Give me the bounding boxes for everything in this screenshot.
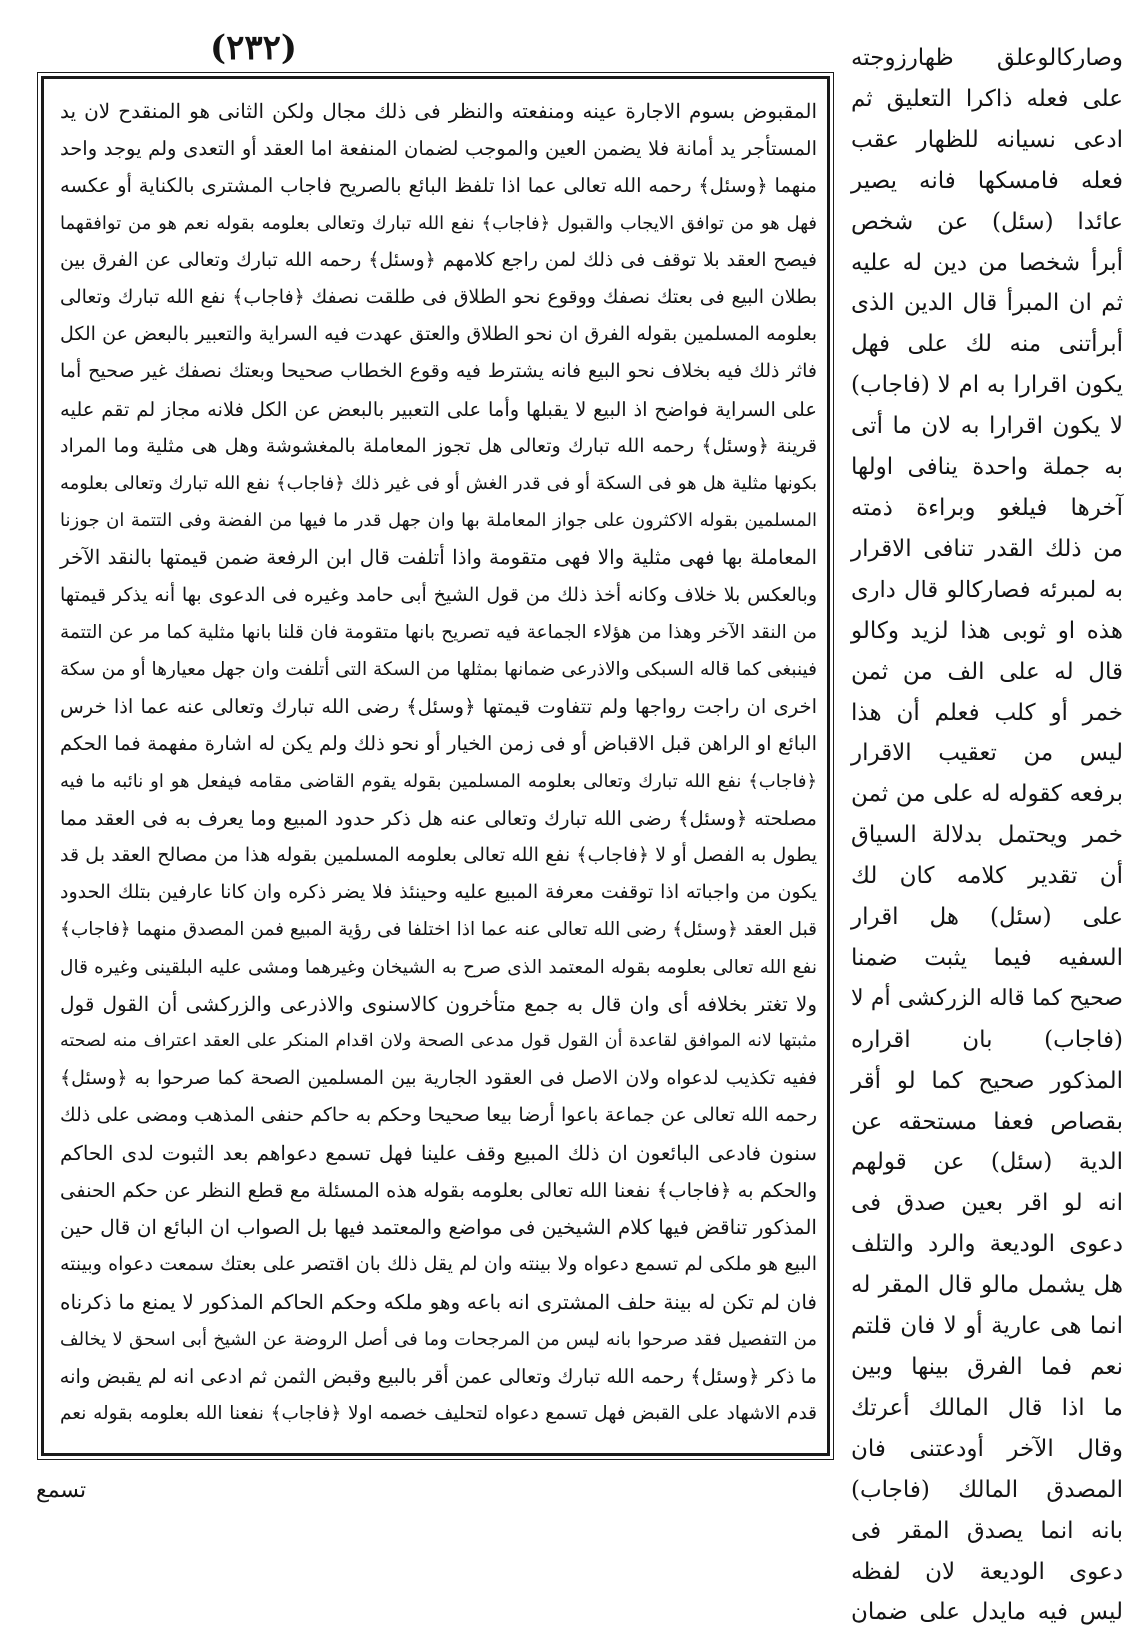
margin-text-line: لا يكون اقرارا به لان ما أتى bbox=[851, 413, 1123, 440]
margin-text-line: خمر ويحتمل بدلالة السياق bbox=[851, 822, 1123, 849]
main-text-line: اخرى ان راجت رواجها ولم تتفاوت قيمتها ﴿وسئل﴾ رضى الله تبارك وتعالى عنه عما اذا خرس bbox=[60, 695, 817, 719]
margin-text-line: الدية (سئل) عن قولهم bbox=[851, 1149, 1123, 1176]
main-text-line: سنون فادعى البائعون ان ذلك المبيع وقف علينا فهل تسمع دعواهم بعد الثبوت لدى الحاكم bbox=[60, 1140, 817, 1165]
main-text-line: يطول به الفصل أو لا ﴿فاجاب﴾ نفع الله تعالى بعلومه المسلمين بقوله هذا من مصالح العقد بل قد bbox=[60, 844, 817, 867]
main-text-line: على السراية فواضح اذ البيع لا يقبلها وأما على التعبير بالبعض عن الكل فلانه مجاز لم تقم عليه bbox=[60, 397, 817, 421]
main-text-line: المعاملة بها فهى مثلية والا فهى متقومة واذا أتلفت قال ابن الرفعة ضمن قيمتها بالنقد الآخر bbox=[60, 545, 817, 570]
main-text-line: نفع الله تعالى بعلومه بقوله المعتمد الذى صرح به الشيخان وغيرهما ومشى عليه البلقينى وغيره قال bbox=[60, 956, 817, 978]
margin-commentary-column bbox=[851, 38, 1123, 1626]
margin-text-line: انه لو اقر بعين صدق فى bbox=[851, 1190, 1123, 1217]
main-text-line: ﴿فاجاب﴾ نفع الله تبارك وتعالى بعلومه المسلمين بقوله يقوم القاضى مقامه فيفعل هو او نائبه ما فيه bbox=[60, 770, 817, 792]
main-text-line: بعلومه المسلمين بقوله الفرق ان نحو الطلاق والعتق عهدت فيه السراية والتعبير بالبعض عن الكل bbox=[60, 323, 817, 346]
margin-text-line: ليس من تعقيب الاقرار bbox=[851, 740, 1123, 767]
main-text-line: مصلحته ﴿وسئل﴾ رضى الله تبارك وتعالى عنه هل ذكر حدود المبيع وما يعرف به فى العقد مما bbox=[60, 806, 817, 830]
margin-text-line: نعم فما الفرق بينها وبين bbox=[851, 1354, 1123, 1380]
margin-text-line: (فاجاب) بان اقراره bbox=[851, 1026, 1123, 1053]
margin-text-line: وصاركالوعلق ظهارزوجته bbox=[851, 45, 1123, 71]
main-text-line: فان لم تكن له بينة حلف المشترى انه باعه وهو ملكه وحكم الحاكم المذكور لا يمنع ما ذكرناه bbox=[60, 1289, 817, 1314]
main-text-line: قبل العقد ﴿وسئل﴾ رضى الله تعالى عنه عما اذا اختلفا فى رؤية المبيع فمن المصدق منهما ﴿فاجاب﴾ bbox=[60, 919, 817, 941]
margin-text-line: بقصاص فعفا مستحقه عن bbox=[851, 1108, 1123, 1135]
main-text-line: قدم الاشهاد على القبض فهل تسمع دعواه لتحليف خصمه اولا ﴿فاجاب﴾ نفعنا الله بعلومه بقوله نعم bbox=[60, 1403, 817, 1425]
main-text-body bbox=[60, 93, 817, 1445]
margin-text-line: هذه او ثوبى هذا لزيد وكالو bbox=[851, 617, 1123, 644]
margin-text-line: انما هى عارية أو لا فان قلتم bbox=[851, 1313, 1123, 1340]
main-text-line: من النقد الآخر وهذا من هؤلاء الجماعة فيه تصريح بانها متقومة فان قلنا بانها مثلية كما مر عن التتمة bbox=[60, 621, 817, 643]
margin-text-line: آخرها فيلغو وبراءة ذمته bbox=[851, 494, 1123, 521]
margin-text-line: يكون اقرارا به ام لا (فاجاب) bbox=[851, 372, 1123, 399]
main-text-line: فاثر ذلك فيه بخلاف نحو البيع فانه يشترط فيه وقوع الخطاب صحيحا وبعتك نصفك غير صحيح أما bbox=[60, 360, 817, 383]
main-text-line: رحمه الله تعالى عن جماعة باعوا أرضا بيعا صحيحا وحكم به حاكم حنفى المذهب ومضى على ذلك bbox=[60, 1104, 817, 1127]
main-text-line: قرينة ﴿وسئل﴾ رحمه الله تبارك وتعالى هل تجوز المعاملة بالمغشوشة وهل هى مثلية وما المراد bbox=[60, 434, 817, 457]
main-text-line: وبالعكس بلا خلاف وكانه أخذ ذلك من قول الشيخ أبى حامد وغيره فى الدعوى بها أنه يذكر قيمتها bbox=[60, 583, 817, 606]
main-text-line: ما ذكر ﴿وسئل﴾ رحمه الله تبارك وتعالى عمن أقر بالبيع وقبض الثمن ثم ادعى انه لم يقبض وانه bbox=[59, 1364, 817, 1388]
margin-text-line: دعوى الوديعة والرد والتلف bbox=[851, 1231, 1123, 1258]
margin-text-line: المذكور صحيح كما لو أقر bbox=[851, 1067, 1123, 1094]
margin-text-line: ادعى نسيانه للظهار عقب bbox=[851, 126, 1123, 153]
margin-text-line: ليس فيه مايدل على ضمان bbox=[851, 1599, 1123, 1626]
main-text-line: البيع هو ملكى لم تسمع دعواه ولا بينته وان لم يقل ذلك بان اقتصر على بعتك سمعت دعواه وبينته bbox=[60, 1253, 817, 1276]
main-text-line: فهل هو من توافق الايجاب والقبول ﴿فاجاب﴾ نفع الله تبارك وتعالى بعلومه بقوله نعم هو من توافقهما bbox=[60, 212, 817, 234]
margin-text-line: فعله فامسكها فانه يصير bbox=[851, 167, 1123, 194]
main-text-line: المقبوض بسوم الاجارة عينه ومنفعته والنظر فى ذلك مجال ولكن الثانى هو المنقدح لان يد bbox=[60, 99, 817, 123]
margin-text-line: به لمبرئه فصاركالو قال دارى bbox=[851, 576, 1123, 603]
margin-text-line: هل يشمل مالو قال المقر له bbox=[851, 1272, 1123, 1299]
main-text-line: بكونها مثلية هل هو فى السكة أو فى قدر الغش أو فى غير ذلك ﴿فاجاب﴾ نفع الله تبارك وتعالى بعلومه bbox=[60, 473, 817, 495]
main-text-line: المستأجر يد أمانة فلا يضمن العين والموجب لضمان المنفعة اما العقد أو التعدى ولم يوجد واحد bbox=[60, 137, 817, 161]
margin-text-line: المصدق المالك (فاجاب) bbox=[851, 1476, 1123, 1503]
margin-text-line: ما اذا قال المالك أعرتك bbox=[851, 1394, 1123, 1421]
main-text-line: منهما ﴿وسئل﴾ رحمه الله تعالى عما اذا تلفظ البائع بالصريح فاجاب المشترى بالكناية أو عكسه bbox=[60, 174, 817, 198]
main-text-line: والحكم به ﴿فاجاب﴾ نفعنا الله تعالى بعلومه بقوله هذه المسئلة مع قطع النظر عن حكم الحنفى bbox=[60, 1178, 817, 1202]
main-text-line: ولا تغتر بخلافه أى وان قال به جمع متأخرون كالاسنوى والاذرعى والزركشى أن القول قول bbox=[60, 991, 817, 1016]
margin-text-line: عائدا (سئل) عن شخص bbox=[851, 208, 1123, 235]
main-text-line: بطلان البيع فى بعتك نصفك ووقوع نحو الطلاق فى طلقت نصفك ﴿فاجاب﴾ نفع الله تبارك وتعالى bbox=[60, 286, 817, 309]
margin-text-line: أبرأتنى منه لك على فهل bbox=[851, 331, 1123, 358]
catchword: تسمع bbox=[36, 1478, 87, 1503]
main-text-line: مثبتها لانه الموافق لقاعدة أن القول قول مدعى الصحة ولان اقدام المنكر على العقد اعتراف منه لصحته bbox=[60, 1031, 817, 1052]
margin-text-line: خمر أو كلب فعلم أن هذا bbox=[851, 699, 1123, 726]
margin-text-line: السفيه فيما يثبت ضمنا bbox=[851, 944, 1123, 971]
page-number: (٢٣٢) bbox=[210, 28, 297, 68]
margin-text-line: على (سئل) هل اقرار bbox=[851, 904, 1123, 931]
main-text-line: المسلمين بقوله الاكثرون على جواز المعاملة بها وان جهل قدر ما فيها من الفضة وفى التتمة ان جوزنا bbox=[60, 510, 817, 532]
margin-text-line: من ذلك القدر تنافى الاقرار bbox=[851, 535, 1123, 562]
main-text-line: فينبغى كما قاله السبكى والاذرعى ضمانها بمثلها من السكة التى أتلفت وان جهل معيارها أو من سكة bbox=[60, 659, 817, 681]
main-text-line: ففيه تكذيب لدعواه ولان الاصل فى العقود الجارية بين المسلمين الصحة كما صرحوا به ﴿وسئل﴾ bbox=[60, 1067, 817, 1090]
margin-text-line: قال له على الف من ثمن bbox=[851, 658, 1123, 685]
main-text-frame bbox=[37, 72, 834, 1460]
main-text-line: يكون من واجباته اذا توقفت معرفة المبيع عليه وحينئذ فلا يضر ذكره وان كانا عارفين بتلك الحدود bbox=[60, 881, 817, 904]
margin-text-line: وقال الآخر أودعتنى فان bbox=[851, 1435, 1123, 1462]
main-text-line: البائع او الراهن قبل الاقباض أو فى زمن الخيار أو نحو ذلك ولم يكن له اشارة مفهمة فما الحكم bbox=[60, 732, 817, 756]
margin-text-line: ثم ان المبرأ قال الدين الذى bbox=[851, 290, 1123, 317]
main-text-line: المذكور تناقض فيها كلام الشيخين فى مواضع والمعتمد فيها بل الصواب ان البائع ان قال حين bbox=[60, 1215, 817, 1240]
margin-text-line: دعوى الوديعة لان لفظه bbox=[851, 1558, 1123, 1585]
margin-text-line: برفعه كقوله له على من ثمن bbox=[851, 781, 1123, 808]
margin-text-line: أبرأ شخصا من دين له عليه bbox=[851, 249, 1123, 276]
main-text-line: من التفصيل فقد صرحوا بانه ليس من المرجحات وما فى أصل الروضة عن الشيخ أبى اسحق لا يخالف bbox=[60, 1328, 817, 1350]
margin-text-line: على فعله ذاكرا التعليق ثم bbox=[851, 85, 1123, 112]
main-text-line: فيصح العقد بلا توقف فى ذلك لمن راجع كلامهم ﴿وسئل﴾ رحمه الله تبارك وتعالى عن الفرق بين bbox=[60, 248, 817, 271]
margin-text-line: بانه انما يصدق المقر فى bbox=[851, 1517, 1123, 1544]
margin-text-line: به جملة واحدة ينافى اولها bbox=[851, 454, 1123, 481]
margin-text-line: أن تقدير كلامه كان لك bbox=[851, 863, 1123, 890]
margin-text-line: صحيح كما قاله الزركشى أم لا bbox=[851, 985, 1123, 1011]
